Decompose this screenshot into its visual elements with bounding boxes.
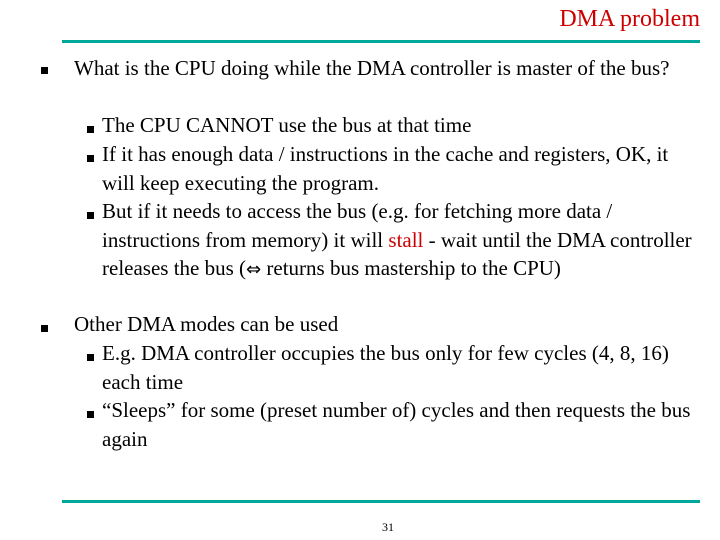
bullet-item: Other DMA modes can be used (74, 312, 339, 336)
sub-bullet-item: If it has enough data / instructions in the cache and registers, OK, it will keep executing the program. (102, 142, 669, 195)
bottom-rule (62, 500, 700, 503)
slide-title: DMA problem (559, 6, 700, 32)
page-number: 31 (382, 520, 394, 534)
sub-bullet-text: But if it needs to access the bus (e.g. for fetching more data / instructions from memory) it will (102, 199, 613, 252)
stall-highlight: stall (388, 227, 424, 252)
left-right-arrow-icon: ⇔ (246, 259, 262, 281)
top-rule (62, 40, 700, 43)
bullet-marker (41, 67, 48, 74)
sub-bullet-item: E.g. DMA controller occupies the bus only for few cycles (4, 8, 16) each time (102, 341, 669, 394)
sub-bullet-item: The CPU CANNOT use the bus at that time (102, 113, 472, 137)
sub-bullet-marker (87, 155, 94, 162)
sub-bullet-marker (87, 411, 94, 418)
sub-bullet-marker (87, 126, 94, 133)
sub-bullet-item (102, 197, 700, 285)
bullet-marker (41, 325, 48, 332)
bullet-item: What is the CPU doing while the DMA controller is master of the bus? (74, 56, 670, 80)
sub-bullet-marker (87, 354, 94, 361)
sub-bullet-text: - wait until the DMA controller releases the bus ( (102, 227, 692, 281)
sub-bullet-item: “Sleeps” for some (preset number of) cycles and then requests the bus again (102, 398, 691, 451)
sub-bullet-text: returns bus mastership to the CPU) (261, 256, 561, 281)
sub-bullet-marker (87, 212, 94, 219)
